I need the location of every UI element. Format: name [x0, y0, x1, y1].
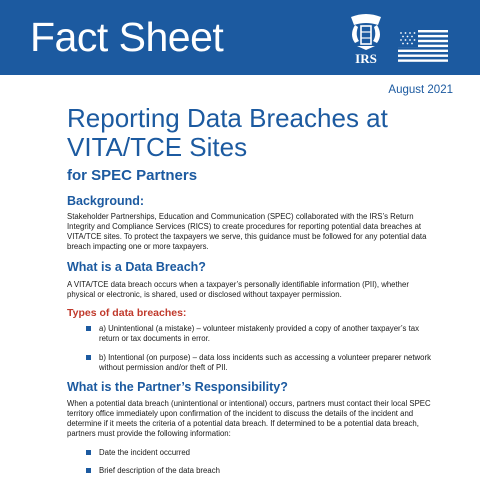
- responsibility-paragraph: When a potential data breach (unintentional or intentional) occurs, partners must contact their local SPEC territory office immediately upon confirmation of the incident to discuss the details of the incident and determine if it meets the criteria of a potential data breach. If determined to be a potential data breach, partners must provide the following information:: [67, 399, 431, 438]
- list-item-text: a) Unintentional (a mistake) – volunteer mistakenly provided a copy of another taxpayer’s tax return or tax documents in error.: [99, 324, 419, 343]
- banner-title: Fact Sheet: [30, 14, 224, 60]
- svg-text:IRS: IRS: [355, 51, 377, 65]
- background-heading: Background:: [67, 194, 145, 208]
- irs-eagle-logo-icon: [345, 13, 387, 65]
- bullet-square-icon: [86, 326, 91, 331]
- fact-sheet-banner: [0, 0, 480, 75]
- responsibility-heading: What is the Partner’s Responsibility?: [67, 380, 288, 394]
- document-subtitle: for SPEC Partners: [67, 167, 198, 184]
- list-item: [86, 448, 431, 458]
- what-is-breach-heading: What is a Data Breach?: [67, 260, 206, 274]
- list-item: [86, 324, 431, 344]
- bullet-square-icon: [86, 468, 91, 473]
- document-title: Reporting Data Breaches at VITA/TCE Sites: [67, 103, 388, 162]
- publication-date: August 2021: [388, 84, 453, 96]
- list-item: [86, 353, 431, 373]
- us-flag-icon: [398, 30, 448, 62]
- list-item-text: Brief description of the data breach: [99, 466, 220, 475]
- list-item-text: Date the incident occurred: [99, 448, 191, 457]
- bullet-square-icon: [86, 450, 91, 455]
- list-item: [86, 466, 431, 476]
- list-item-text: b) Intentional (on purpose) – data loss incidents such as accessing a volunteer preparer network without permission and/or theft of PII.: [99, 353, 431, 372]
- bullet-square-icon: [86, 355, 91, 360]
- background-paragraph: Stakeholder Partnerships, Education and Communication (SPEC) collaborated with the IRS’s Return Integrity and Compliance Services (RICS) to create procedures for reporting potential data breaches at VITA/TCE sites. To protect the taxpayers we serve, this guidance must be followed for any potential data breach impacting one or more taxpayers.: [67, 212, 427, 251]
- what-is-breach-paragraph: A VITA/TCE data breach occurs when a taxpayer’s personally identifiable information (PII), whether physical or electronic, is shared, used or disclosed without taxpayer permission.: [67, 280, 409, 299]
- types-heading: Types of data breaches:: [67, 307, 187, 319]
